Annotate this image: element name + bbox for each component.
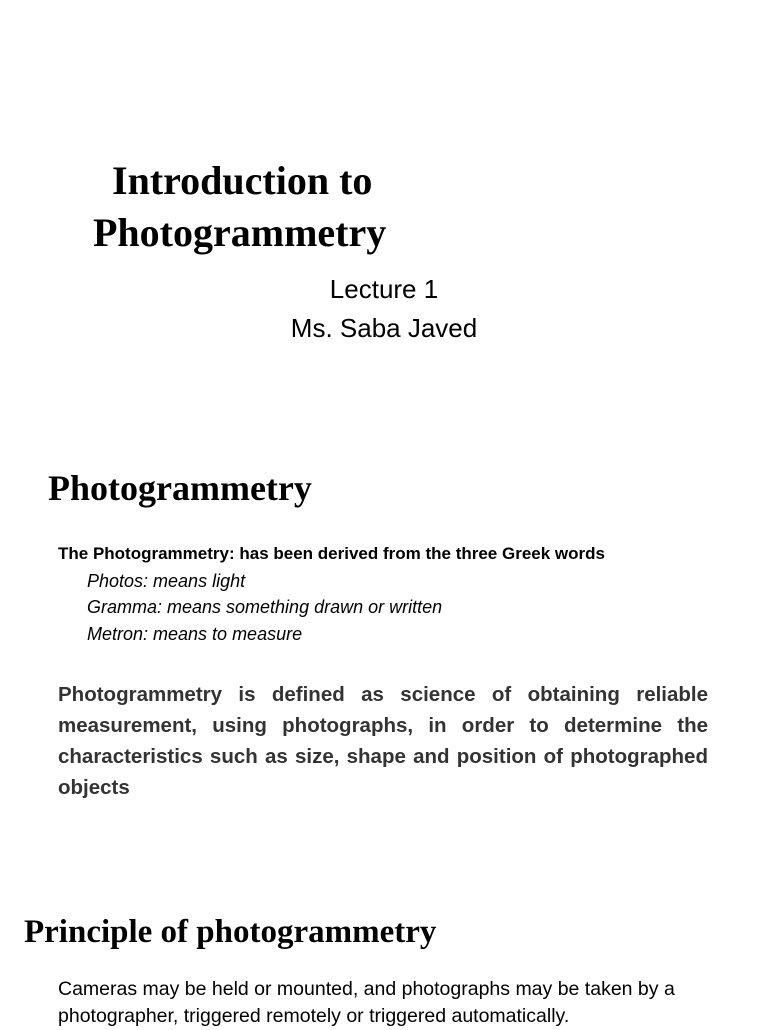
etymology-item-photos: Photos: means light — [87, 571, 246, 591]
author-name: Ms. Saba Javed — [290, 313, 478, 343]
title-line-1: Introduction to — [112, 158, 373, 203]
title-line-2: Photogrammetry — [93, 210, 387, 255]
lecture-label: Lecture 1 — [329, 274, 439, 304]
section-heading-principle: Principle of photogrammetry — [24, 914, 437, 950]
etymology-item-metron: Metron: means to measure — [87, 624, 303, 644]
section-heading: Photogrammetry — [48, 468, 312, 508]
etymology-item-gramma: Gramma: means something drawn or written — [87, 597, 443, 617]
definition-paragraph: Photogrammetry is defined as science of obtaining reliable measurement, using photographs, in order to determine the characteristics such as size, shape and position of photographed objects — [58, 683, 708, 799]
etymology-intro: The Photogrammetry: has been derived from the three Greek words — [58, 544, 605, 563]
principle-paragraph: Cameras may be held or mounted, and photographs may be taken by a photographer, triggered remotely or triggered automatically. — [58, 978, 675, 1027]
subtitle — [234, 270, 534, 348]
